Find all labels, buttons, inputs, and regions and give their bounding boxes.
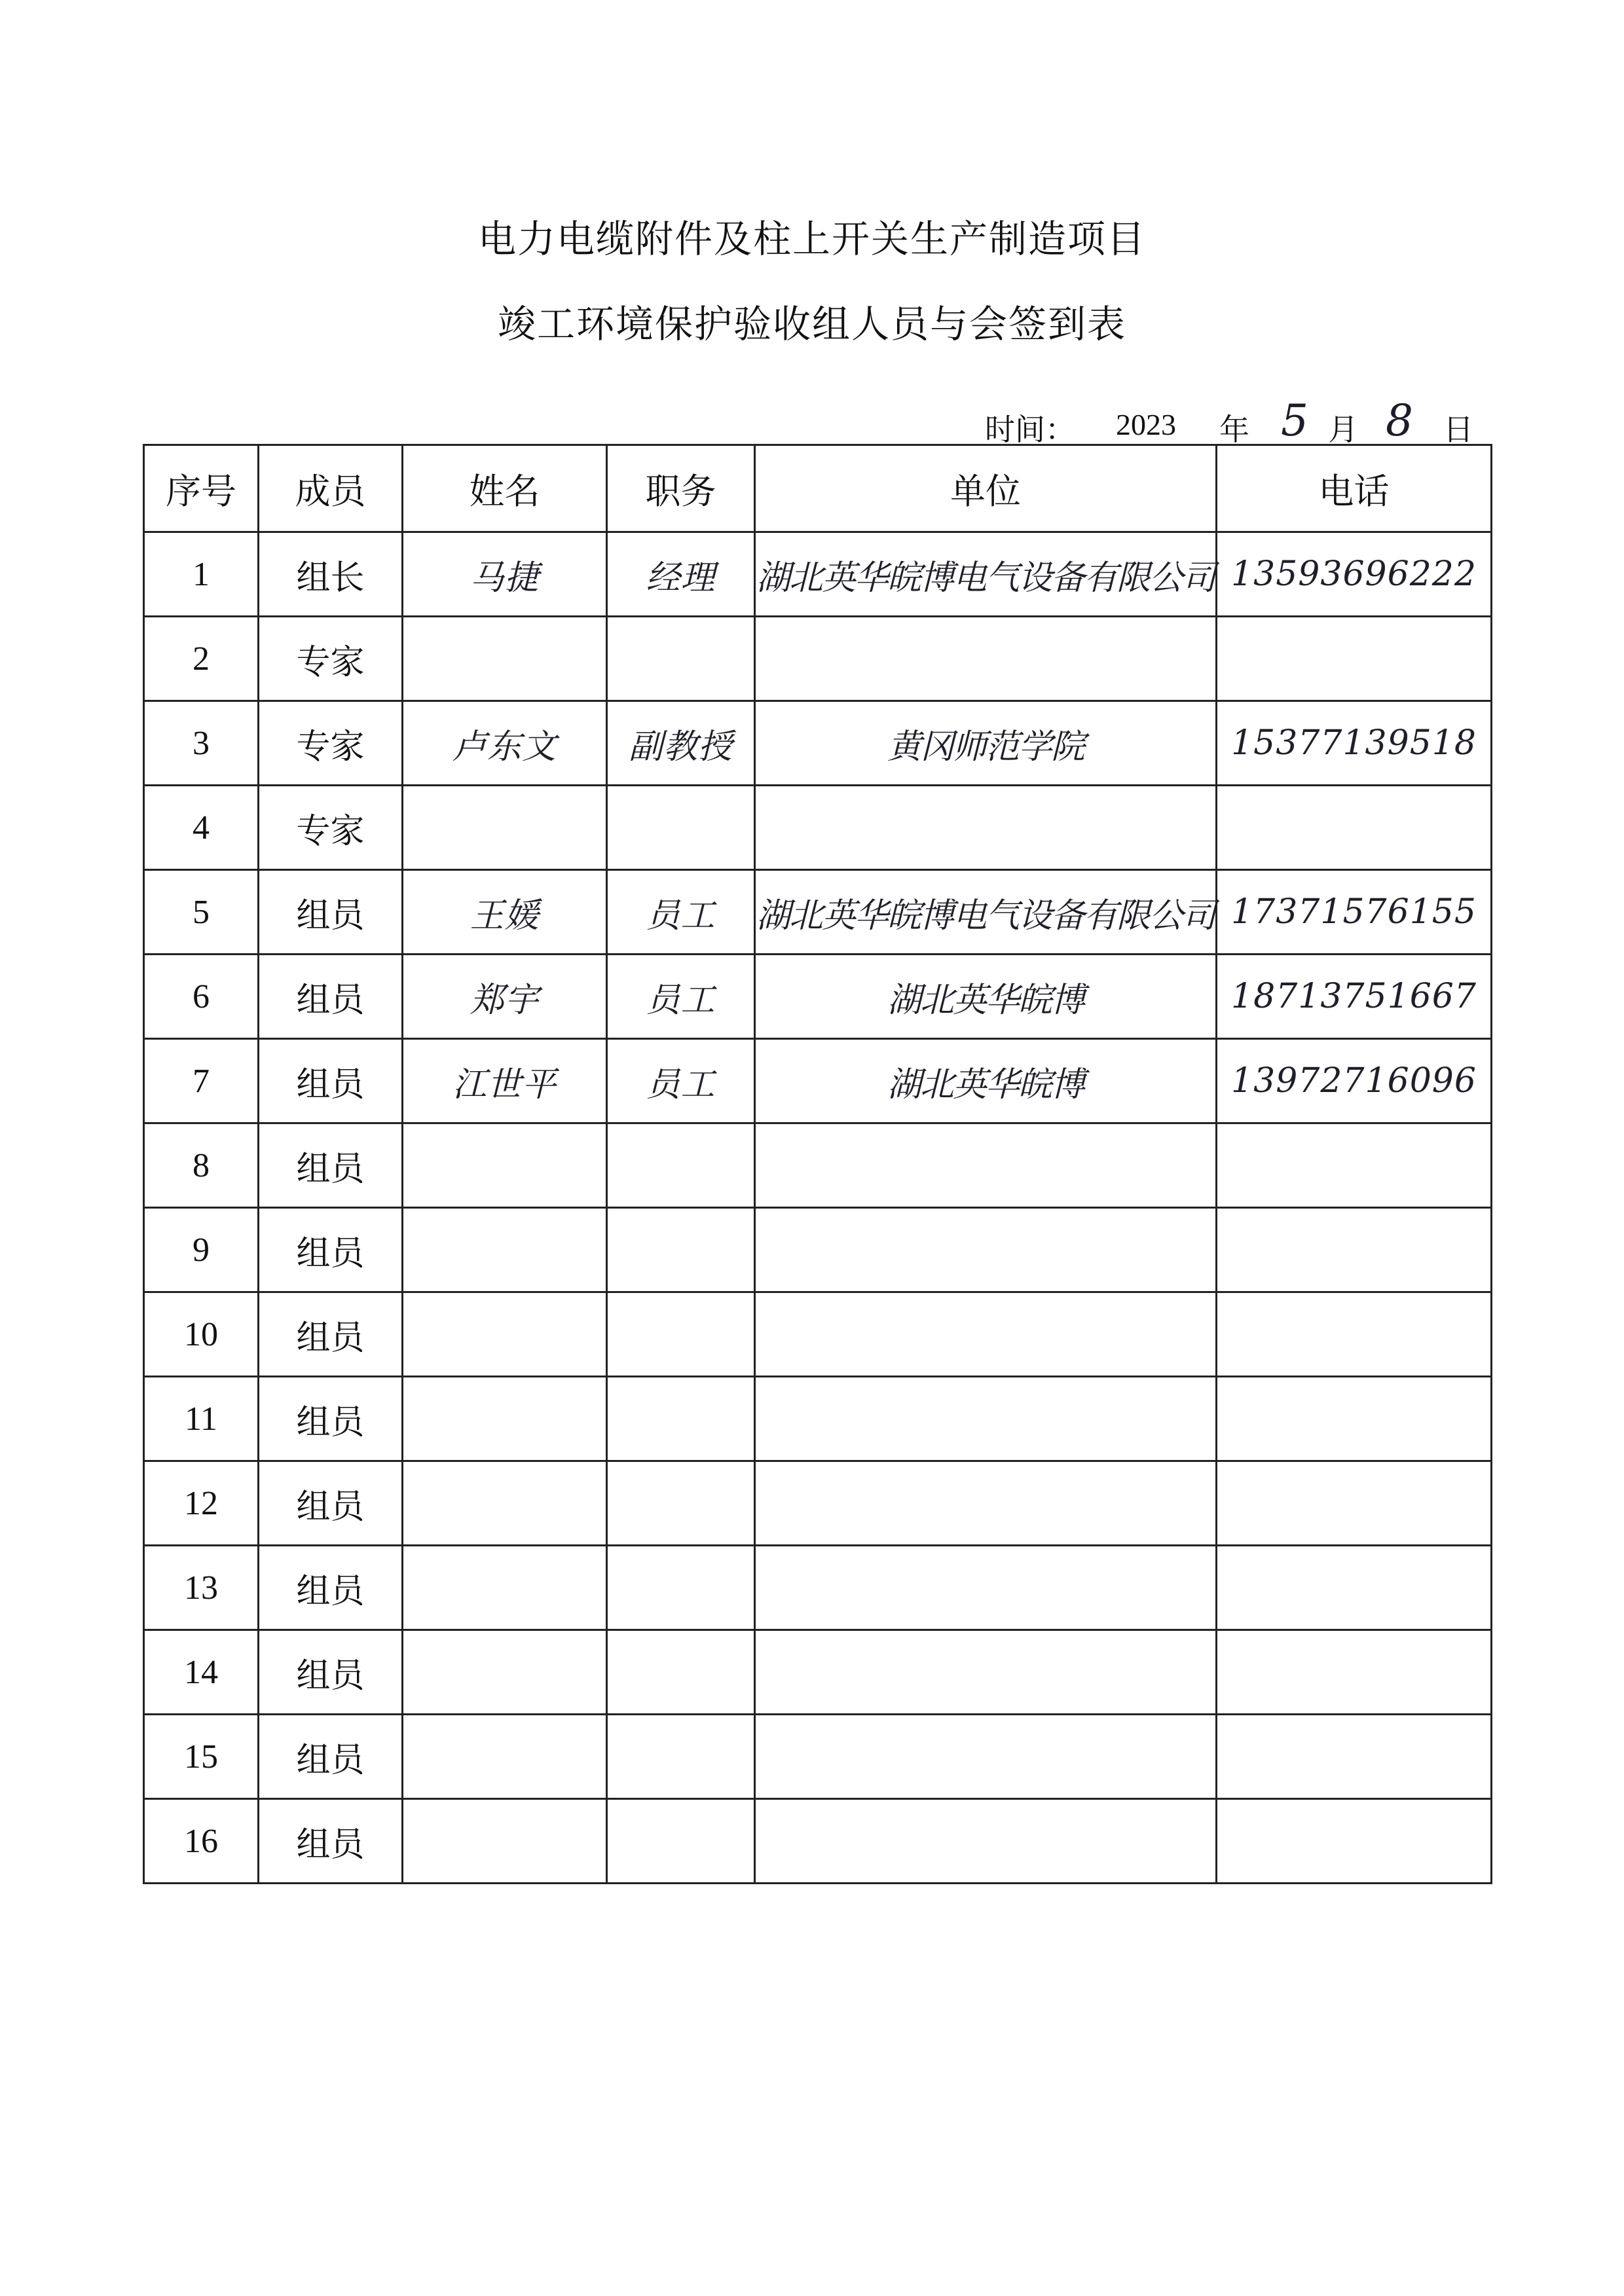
row-position-handwritten [607, 786, 755, 870]
row-member-role: 组员 [259, 955, 403, 1039]
header-position: 职务 [607, 445, 755, 532]
row-serial: 11 [144, 1377, 259, 1461]
row-unit-handwritten [755, 1461, 1217, 1546]
row-unit-handwritten: 黄冈师范学院 [755, 701, 1217, 786]
row-phone-handwritten: 15377139518 [1217, 701, 1492, 786]
row-name-handwritten [403, 1546, 607, 1630]
header-member: 成员 [259, 445, 403, 532]
row-phone-handwritten [1217, 786, 1492, 870]
row-position-handwritten: 员工 [607, 955, 755, 1039]
row-member-role: 组员 [259, 1123, 403, 1208]
row-phone-handwritten: 13593696222 [1217, 532, 1492, 617]
row-unit-handwritten [755, 786, 1217, 870]
row-serial: 4 [144, 786, 259, 870]
row-phone-handwritten [1217, 617, 1492, 701]
row-name-handwritten: 马捷 [403, 532, 607, 617]
row-position-handwritten: 员工 [607, 1039, 755, 1123]
row-position-handwritten [607, 617, 755, 701]
date-day-handwritten: 8 [1386, 395, 1413, 446]
table-row [144, 1377, 1492, 1461]
row-serial: 3 [144, 701, 259, 786]
row-name-handwritten [403, 1208, 607, 1292]
row-position-handwritten [607, 1715, 755, 1799]
row-serial: 14 [144, 1630, 259, 1715]
row-unit-handwritten [755, 1799, 1217, 1884]
table-header-row [144, 445, 1492, 532]
row-serial: 2 [144, 617, 259, 701]
row-name-handwritten: 王媛 [403, 870, 607, 955]
row-position-handwritten [607, 1461, 755, 1546]
row-phone-handwritten [1217, 1715, 1492, 1799]
table-row [144, 1292, 1492, 1377]
table-row [144, 1039, 1492, 1123]
row-serial: 1 [144, 532, 259, 617]
row-serial: 8 [144, 1123, 259, 1208]
row-member-role: 组员 [259, 1630, 403, 1715]
row-phone-handwritten: 18713751667 [1217, 955, 1492, 1039]
row-phone-handwritten: 17371576155 [1217, 870, 1492, 955]
row-unit-handwritten [755, 1546, 1217, 1630]
row-name-handwritten [403, 786, 607, 870]
table-row [144, 701, 1492, 786]
row-member-role: 组员 [259, 1377, 403, 1461]
row-unit-handwritten: 湖北英华皖博 [755, 955, 1217, 1039]
date-year-unit: 年 [1219, 412, 1249, 447]
row-name-handwritten [403, 1799, 607, 1884]
row-serial: 7 [144, 1039, 259, 1123]
row-position-handwritten [607, 1208, 755, 1292]
row-position-handwritten: 副教授 [607, 701, 755, 786]
row-unit-handwritten [755, 617, 1217, 701]
row-name-handwritten [403, 1461, 607, 1546]
row-phone-handwritten [1217, 1123, 1492, 1208]
row-position-handwritten [607, 1292, 755, 1377]
row-serial: 10 [144, 1292, 259, 1377]
date-month-handwritten: 5 [1281, 395, 1308, 446]
date-year: 2023 [1116, 408, 1176, 441]
row-position-handwritten: 经理 [607, 532, 755, 617]
table-row [144, 870, 1492, 955]
table-row [144, 1715, 1492, 1799]
row-serial: 13 [144, 1546, 259, 1630]
row-member-role: 组员 [259, 1461, 403, 1546]
row-member-role: 组员 [259, 1292, 403, 1377]
table-row [144, 786, 1492, 870]
table-row [144, 1630, 1492, 1715]
row-phone-handwritten [1217, 1630, 1492, 1715]
row-name-handwritten: 卢东文 [403, 701, 607, 786]
table-row [144, 1546, 1492, 1630]
row-position-handwritten [607, 1799, 755, 1884]
row-name-handwritten: 郑宇 [403, 955, 607, 1039]
row-member-role: 组员 [259, 870, 403, 955]
row-name-handwritten [403, 1377, 607, 1461]
row-unit-handwritten [755, 1208, 1217, 1292]
header-unit: 单位 [755, 445, 1217, 532]
row-phone-handwritten: 13972716096 [1217, 1039, 1492, 1123]
row-serial: 6 [144, 955, 259, 1039]
document-title-line1: 电力电缆附件及柱上开关生产制造项目 [477, 217, 1146, 261]
row-position-handwritten [607, 1123, 755, 1208]
row-name-handwritten [403, 1292, 607, 1377]
row-member-role: 组员 [259, 1208, 403, 1292]
row-unit-handwritten [755, 1292, 1217, 1377]
row-member-role: 专家 [259, 786, 403, 870]
table-row [144, 955, 1492, 1039]
row-position-handwritten [607, 1630, 755, 1715]
row-name-handwritten: 江世平 [403, 1039, 607, 1123]
row-unit-handwritten [755, 1123, 1217, 1208]
row-member-role: 组员 [259, 1799, 403, 1884]
row-unit-handwritten: 湖北英华皖博电气设备有限公司 [755, 532, 1217, 617]
row-serial: 5 [144, 870, 259, 955]
header-name: 姓名 [403, 445, 607, 532]
header-phone: 电话 [1217, 445, 1492, 532]
table-row [144, 1123, 1492, 1208]
row-phone-handwritten [1217, 1546, 1492, 1630]
table-row [144, 1799, 1492, 1884]
row-member-role: 专家 [259, 701, 403, 786]
row-serial: 15 [144, 1715, 259, 1799]
row-position-handwritten [607, 1546, 755, 1630]
table-row [144, 532, 1492, 617]
row-name-handwritten [403, 1123, 607, 1208]
row-position-handwritten [607, 1377, 755, 1461]
row-serial: 16 [144, 1799, 259, 1884]
row-position-handwritten: 员工 [607, 870, 755, 955]
date-day-unit: 日 [1443, 412, 1473, 447]
row-unit-handwritten: 湖北英华皖博 [755, 1039, 1217, 1123]
row-member-role: 组员 [259, 1715, 403, 1799]
table-row [144, 1208, 1492, 1292]
row-name-handwritten [403, 617, 607, 701]
table-row [144, 617, 1492, 701]
row-member-role: 组长 [259, 532, 403, 617]
row-unit-handwritten [755, 1630, 1217, 1715]
row-member-role: 专家 [259, 617, 403, 701]
attendance-table [143, 444, 1492, 1884]
row-phone-handwritten [1217, 1292, 1492, 1377]
document-title-line2: 竣工环境保护验收组人员与会签到表 [497, 302, 1126, 346]
row-phone-handwritten [1217, 1461, 1492, 1546]
row-serial: 9 [144, 1208, 259, 1292]
row-phone-handwritten [1217, 1208, 1492, 1292]
row-phone-handwritten [1217, 1799, 1492, 1884]
row-member-role: 组员 [259, 1546, 403, 1630]
date-month-unit: 月 [1328, 412, 1358, 447]
row-unit-handwritten [755, 1377, 1217, 1461]
row-unit-handwritten: 湖北英华皖博电气设备有限公司 [755, 870, 1217, 955]
table-row [144, 1461, 1492, 1546]
date-label: 时间： [985, 412, 1075, 447]
row-member-role: 组员 [259, 1039, 403, 1123]
row-name-handwritten [403, 1630, 607, 1715]
row-phone-handwritten [1217, 1377, 1492, 1461]
row-serial: 12 [144, 1461, 259, 1546]
header-serial: 序号 [144, 445, 259, 532]
row-unit-handwritten [755, 1715, 1217, 1799]
row-name-handwritten [403, 1715, 607, 1799]
